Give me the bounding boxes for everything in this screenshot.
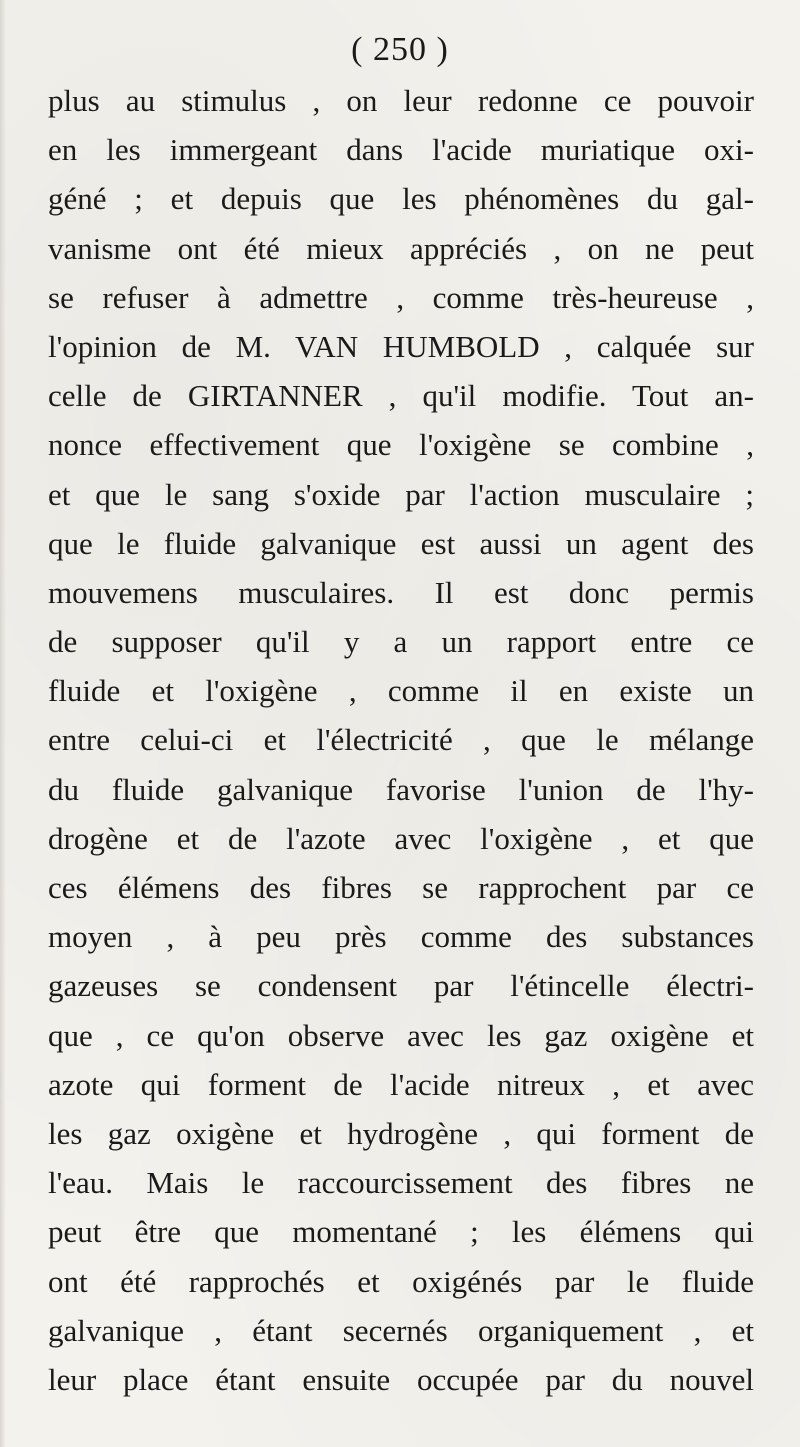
text-line: vanisme ont été mieux appréciés , on ne peut: [48, 230, 754, 266]
text-line: que , ce qu'on observe avec les gaz oxigène et: [48, 1017, 754, 1053]
text-line: azote qui forment de l'acide nitreux , et avec: [48, 1066, 754, 1102]
text-line: du fluide galvanique favorise l'union de l'hy-: [48, 771, 754, 807]
text-line: entre celui-ci et l'électricité , que le mélange: [48, 722, 754, 758]
text-line: se refuser à admettre , comme très-heureuse ,: [48, 279, 754, 315]
text-line: de supposer qu'il y a un rapport entre ce: [48, 624, 754, 660]
text-line: celle de GIRTANNER , qu'il modifie. Tout an-: [48, 378, 754, 414]
text-line: nonce effectivement que l'oxigène se combine ,: [48, 427, 754, 463]
text-line: peut être que momentané ; les élémens qui: [48, 1214, 754, 1250]
text-line: ont été rapprochés et oxigénés par le fluide: [48, 1263, 754, 1299]
text-line: l'eau. Mais le raccourcissement des fibres ne: [48, 1165, 754, 1201]
text-line: géné ; et depuis que les phénomènes du gal-: [48, 181, 754, 217]
text-line: leur place étant ensuite occupée par du nouvel: [48, 1361, 754, 1397]
text-line: galvanique , étant secernés organiquement , et: [48, 1312, 754, 1348]
text-line: drogène et de l'azote avec l'oxigène , et que: [48, 820, 754, 856]
text-line: en les immergeant dans l'acide muriatique oxi-: [48, 132, 754, 168]
text-line: ces élémens des fibres se rapprochent par ce: [48, 870, 754, 905]
text-line: gazeuses se condensent par l'étincelle électri-: [48, 968, 754, 1004]
body-text: [48, 76, 754, 1404]
text-line: et que le sang s'oxide par l'action musculaire ;: [48, 476, 754, 512]
text-line: l'opinion de M. VAN HUMBOLD , calquée sur: [48, 328, 754, 364]
text-line: les gaz oxigène et hydrogène , qui forment de: [48, 1115, 754, 1151]
text-line: mouvemens musculaires. Il est donc permis: [48, 574, 754, 610]
text-line: que le fluide galvanique est aussi un agent des: [48, 525, 754, 561]
text-line: moyen , à peu près comme des substances: [48, 919, 754, 955]
page-edge-shadow: [0, 0, 6, 1447]
text-line: plus au stimulus , on leur redonne ce pouvoir: [48, 83, 754, 118]
page-number: ( 250 ): [351, 31, 449, 68]
text-line: fluide et l'oxigène , comme il en existe un: [48, 673, 754, 709]
